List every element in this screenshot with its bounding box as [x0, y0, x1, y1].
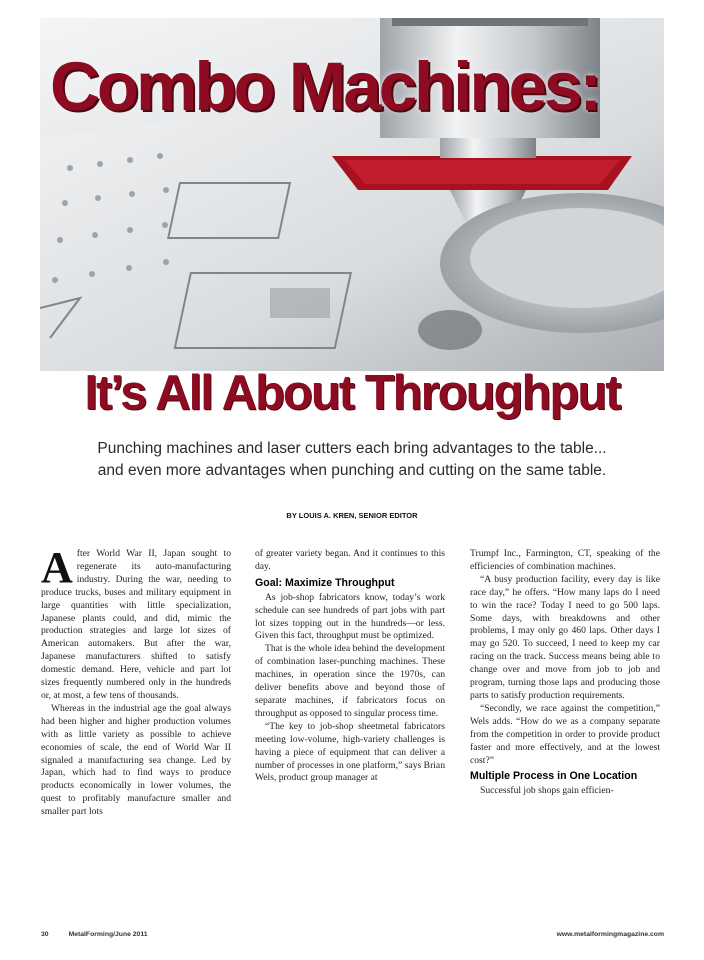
- paragraph: Trumpf Inc., Farmington, CT, speaking of the efficiencies of combination machines.: [470, 548, 660, 572]
- paragraph: “The key to job-shop sheetmetal fabricators meeting low-volume, high-variety challenges is having a piece of equipment that can deliver a number of processes in one platform,” says Brian Wels, product group manager at: [255, 720, 445, 784]
- paragraph: That is the whole idea behind the development of combination laser-punching machines. These machines, in operation since the 1970s, can deliver benefits above and beyond those of separate machines, if fabricators focus on throughput as opposed to singular process time.: [255, 643, 445, 719]
- column-1: [41, 543, 231, 819]
- page-footer-left: [41, 931, 148, 938]
- article-subtitle: It’s All About Throughput: [84, 366, 620, 420]
- publication-name: MetalForming/June 2011: [68, 931, 148, 938]
- website-link[interactable]: www.metalformingmagazine.com: [556, 931, 664, 938]
- page-number: 30: [41, 931, 49, 938]
- hero-title: Combo Machines:: [50, 48, 600, 125]
- deck-line-1: Punching machines and laser cutters each bring advantages to the table...: [97, 440, 607, 457]
- paragraph: As job-shop fabricators know, today’s work schedule can see hundreds of part jobs with part lot sizes topping out in the hundreds—or less. Given this fact, throughput must be optimized.: [255, 591, 445, 642]
- hero-image: [40, 18, 664, 371]
- byline: BY LOUIS A. KREN, SENIOR EDITOR: [286, 511, 418, 520]
- column-3: [470, 548, 660, 798]
- section-heading: Goal: Maximize Throughput: [255, 576, 395, 589]
- paragraph: fter World War II, Japan sought to regenerate its auto-manufacturing industry. During the war, needing to produce trucks, buses and military equipment in large quantities with little specialization, Japanese plants could, and did, mimic the production strategies and large lot sizes of American automakers. But after the war, Japanese manufacturers shifted to satisfy domestic demand. Here, vehicle and part lot sizes frequently numbered only in the hundreds or, at most, a few tens of thousands.: [41, 548, 231, 701]
- article-deck: [60, 438, 644, 482]
- column-2: [255, 548, 445, 785]
- paragraph: Whereas in the industrial age the goal always had been higher and higher production volumes with as little variety as possible to achieve economies of scale, the end of World War II signaled a manufacturing sea change. Led by Japan, which had to find ways to produce products economically in lower volumes, the quest to profitably manufacture smaller and smaller part lots: [41, 702, 231, 818]
- paragraph: “A busy production facility, every day is like race day,” he offers. “How many laps do I need to win the race? Today I need to go 500 laps. Some days, with breakdowns and other problems, I may only go 460 laps. Other days I may go 520. To succeed, I need to keep my car racing on the track. Success means being able to change over and move from job to job and program, turning those laps and producing those parts to satisfy production requirements.: [470, 573, 660, 701]
- paragraph: of greater variety began. And it continues to this day.: [255, 548, 445, 572]
- paragraph: Successful job shops gain efficien-: [480, 785, 614, 797]
- deck-line-2: and even more advantages when punching and cutting on the same table.: [97, 462, 607, 479]
- section-heading: Multiple Process in One Location: [470, 770, 638, 783]
- paragraph: “Secondly, we race against the competition,” Wels adds. “How do we as a company separate from the competition in order to provide product faster and more effectively, and at the lowest cost?”: [470, 702, 660, 766]
- drop-cap: A: [41, 543, 73, 592]
